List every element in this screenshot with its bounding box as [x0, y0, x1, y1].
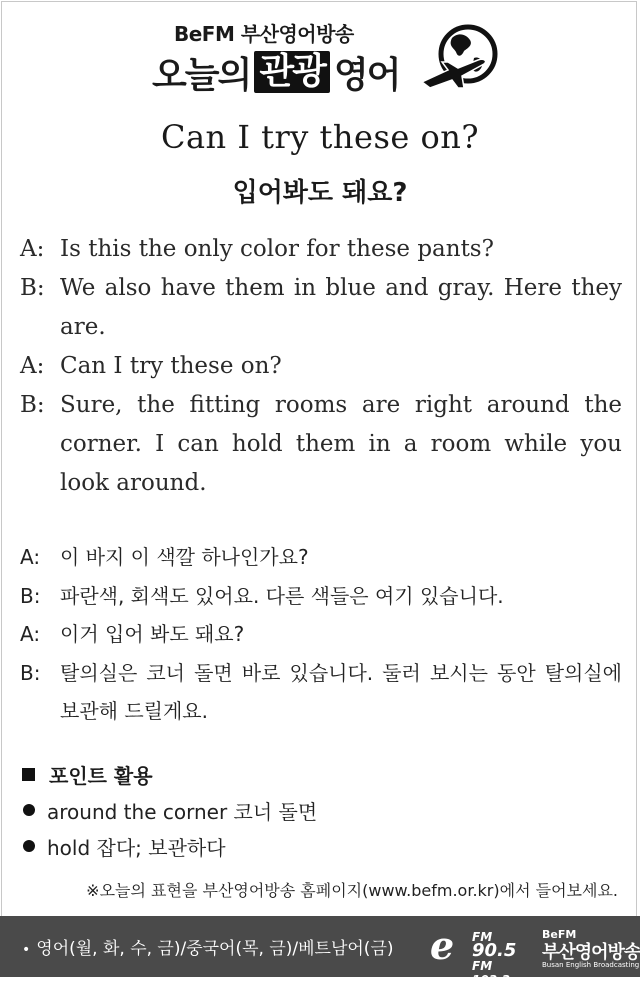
dialog-line — [20, 577, 622, 616]
point-section — [22, 756, 622, 864]
point-heading — [22, 756, 622, 792]
dialog-text: 이거 입어 봐도 돼요? — [60, 622, 245, 646]
dialog-text: 파란색, 회색도 있어요. 다른 색들은 여기 있습니다. — [60, 583, 504, 608]
brand-subtitle: BeFM 부산영어방송 — [174, 22, 354, 46]
dot-bullet-icon — [23, 840, 35, 852]
title-korean: 입어봐도 돼요? — [232, 178, 408, 208]
brand-small: BeFM — [542, 928, 577, 941]
globe-plane-icon — [418, 18, 500, 98]
square-bullet-icon — [22, 768, 35, 781]
dialog-english — [20, 230, 622, 503]
dialog-text: We also have them in blue and gray. Here they are. — [60, 275, 622, 340]
fm-label: FM — [472, 930, 493, 944]
point-item-text: around the corner 코너 돌면 — [47, 799, 318, 824]
footer-bar — [0, 916, 640, 987]
dialog-korean — [20, 538, 622, 731]
speaker-label: B: — [20, 660, 41, 685]
title-part-2: 영어 — [333, 54, 400, 96]
dialog-text: Is this the only color for these pants? — [60, 236, 494, 262]
brand-tagline: Busan English Broadcasting — [542, 961, 640, 969]
dialog-line — [20, 269, 622, 347]
frequency-secondary: 103.3 — [472, 973, 510, 987]
dot-bullet-icon — [23, 804, 35, 816]
fm-label: FM — [472, 959, 493, 973]
dialog-line — [20, 654, 622, 731]
point-item-text: hold 잡다; 보관하다 — [47, 835, 226, 860]
speaker-label: A: — [20, 353, 45, 379]
dialog-text: 탈의실은 코너 돌면 바로 있습니다. 둘러 보시는 동안 탈의실에 보관해 드릴게요. — [60, 660, 622, 723]
bullet: • — [22, 942, 31, 958]
dialog-text: Sure, the fitting rooms are right around the corner. I can hold them in a room while you look around. — [60, 392, 622, 496]
speaker-label: A: — [20, 236, 45, 262]
title-part-1: 오늘의 — [152, 54, 251, 96]
website-note: ※오늘의 표현을 부산영어방송 홈페이지(www.befm.or.kr)에서 들어보세요. — [86, 881, 618, 900]
dialog-line — [20, 347, 622, 386]
frequency-main: 90.5 — [472, 940, 517, 961]
column-title — [152, 50, 399, 94]
speaker-label: A: — [20, 545, 41, 569]
broadcast-schedule — [22, 934, 394, 959]
title-boxed-word: 관광 — [254, 51, 330, 93]
schedule-text: 영어(월, 화, 수, 금)/중국어(목, 금)/베트남어(금) — [36, 939, 394, 959]
dialog-line — [20, 230, 622, 269]
dialog-line — [20, 386, 622, 503]
brand-name: 부산영어방송 — [542, 942, 640, 963]
speaker-label: B: — [20, 392, 45, 418]
dialog-text: 이 바지 이 색깔 하나인가요? — [60, 545, 309, 569]
dialog-line — [20, 538, 622, 577]
frequencies — [472, 930, 516, 987]
speaker-label: B: — [20, 583, 41, 608]
speaker-label: A: — [20, 622, 41, 646]
dialog-text: Can I try these on? — [60, 353, 282, 379]
title-english: Can I try these on? — [160, 118, 480, 156]
logo-e-mark: e — [430, 923, 455, 968]
point-heading-label: 포인트 활용 — [49, 763, 153, 788]
speaker-label: B: — [20, 275, 45, 301]
point-item — [22, 828, 622, 864]
point-item — [22, 792, 622, 828]
dialog-line — [20, 615, 622, 654]
